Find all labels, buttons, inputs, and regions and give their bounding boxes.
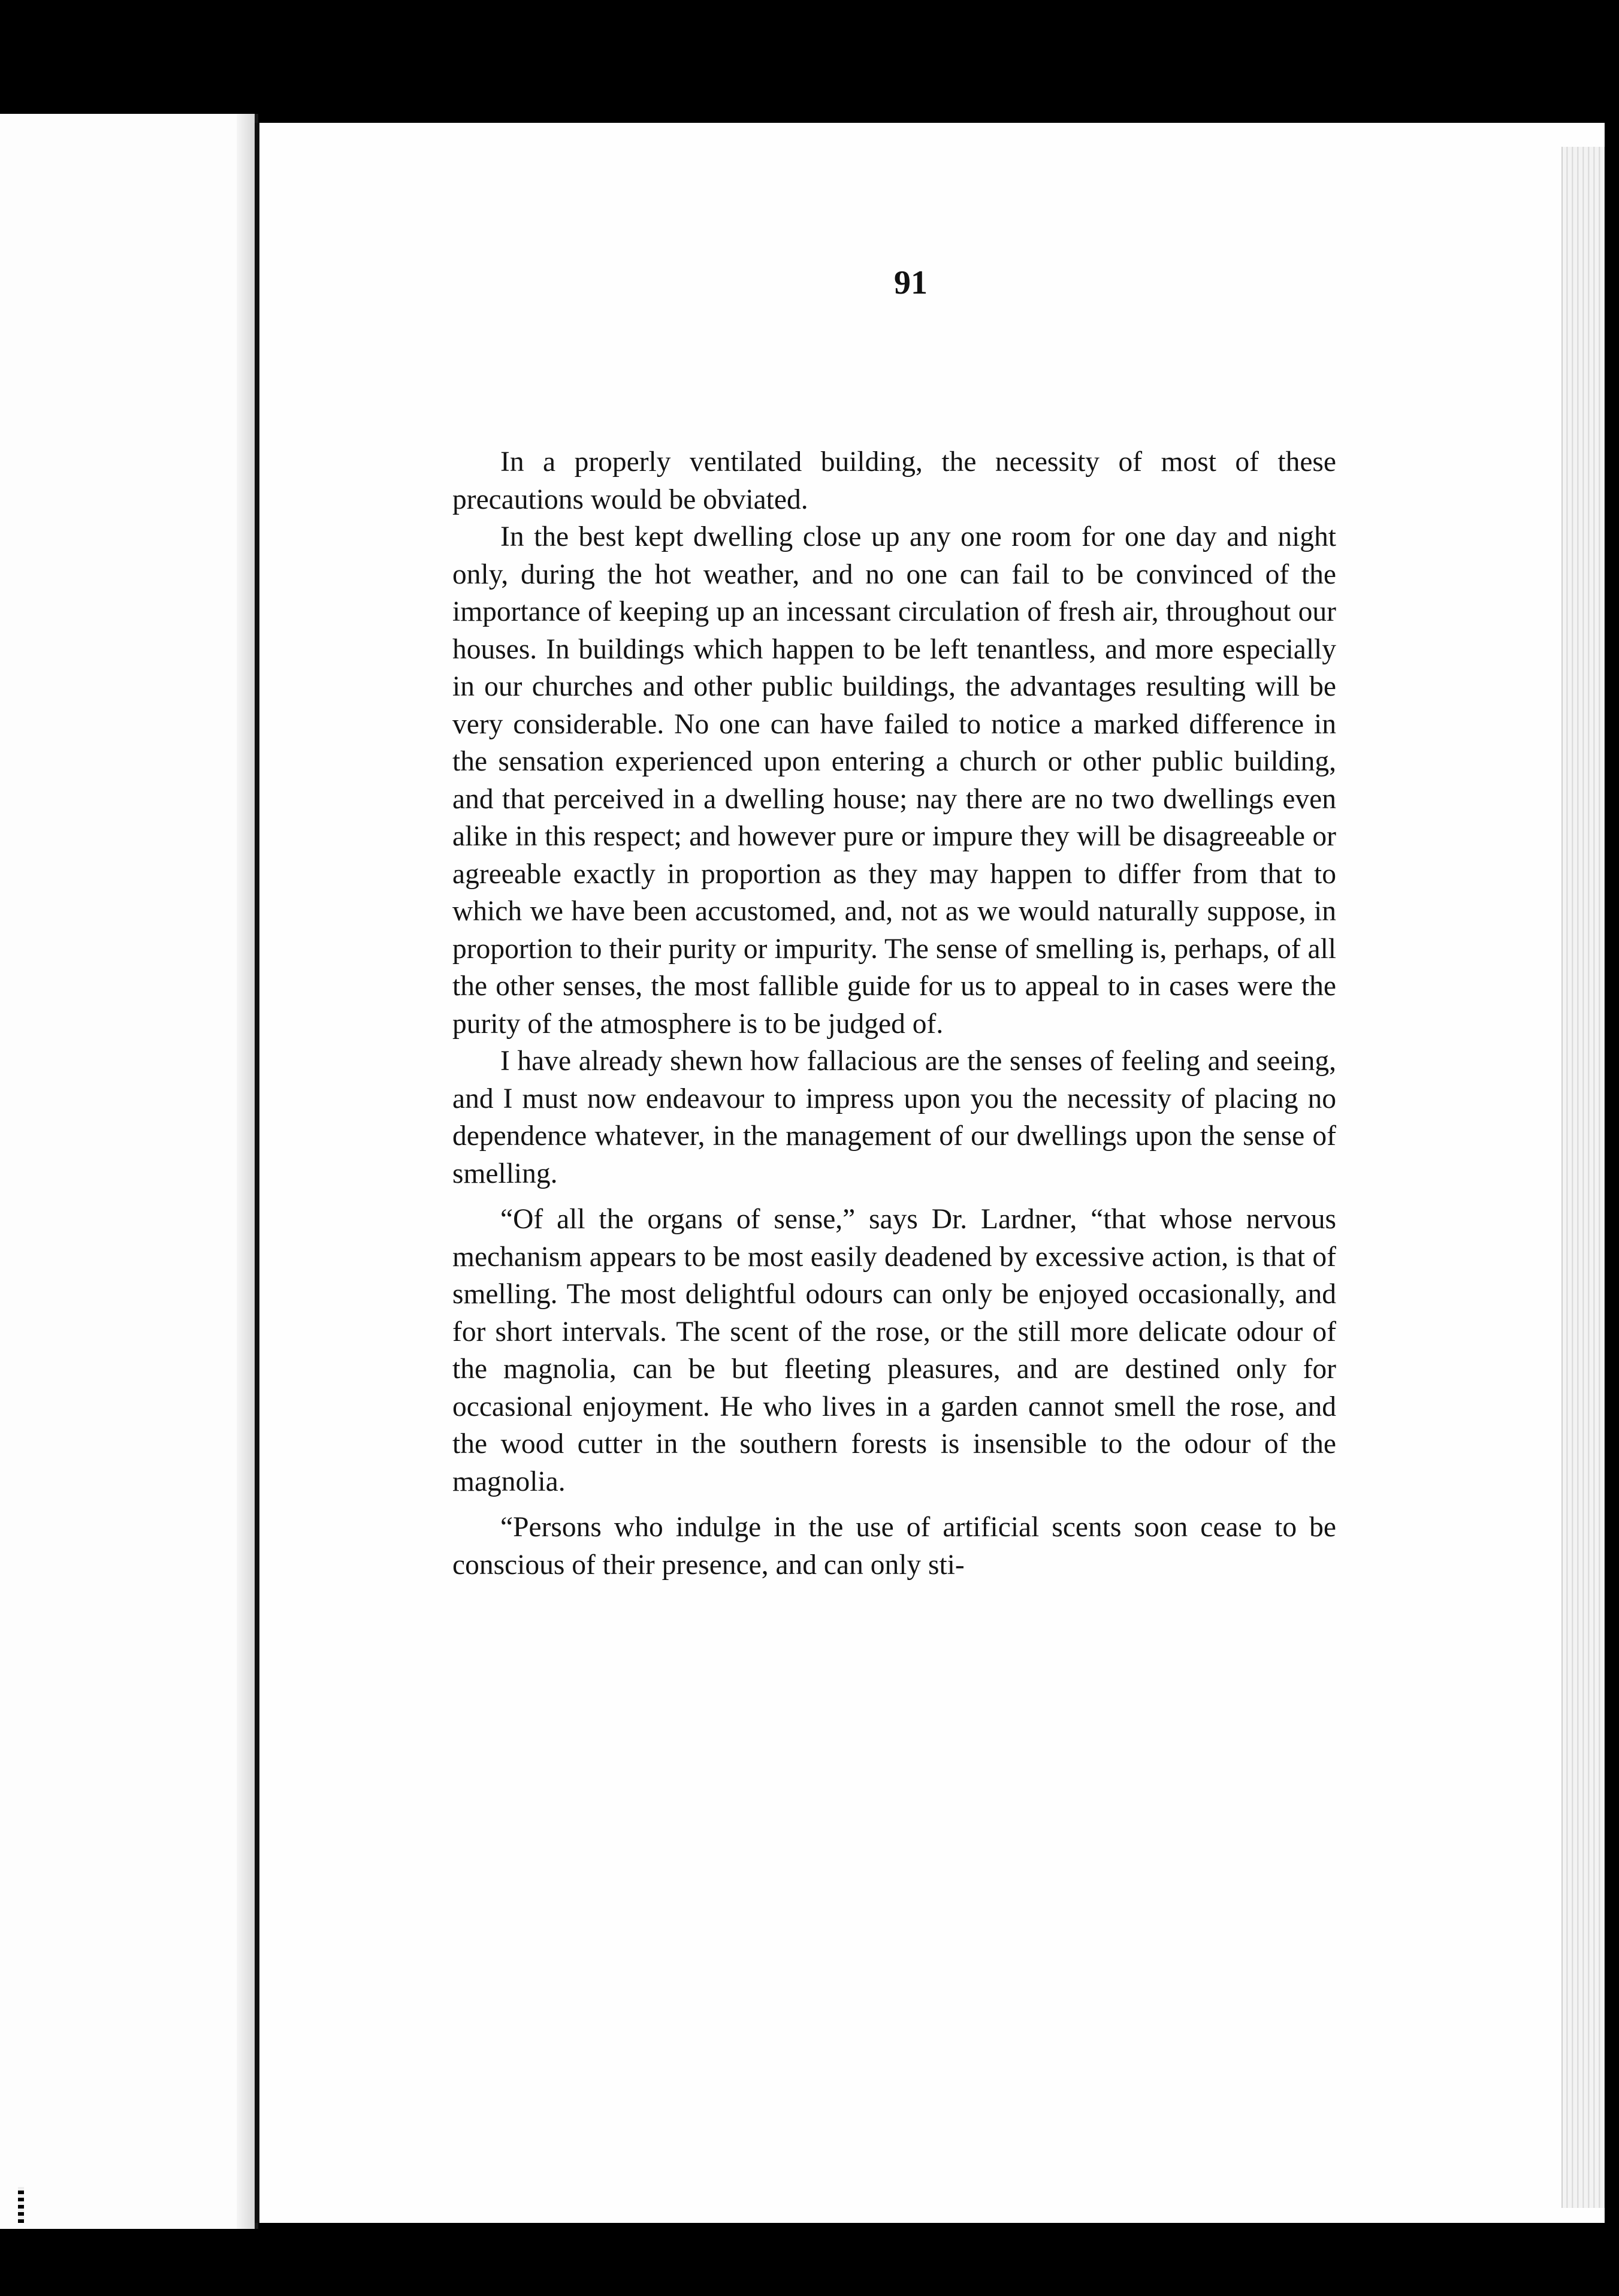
paragraph: I have already shewn how fallacious are the senses of feeling and seeing, and I must now endeavour to impress upon you the necessity of placing no dependence whatever, in the management of our dwellings upon the sense of smelling. — [452, 1046, 1336, 1189]
page-fold-shadow — [237, 114, 255, 2229]
page-number: 91 — [894, 264, 928, 301]
paragraph: “Of all the organs of sense,” says Dr. Lardner, “that whose nervous mechanism appears to be most easily deadened by excessive action, is that of smelling. The most delightful odours can only be enjoyed occasionally, and for short intervals. The scent of the rose, or the still more delicate odour of the magnolia, can be but fleeting pleasures, and are destined only for occasional enjoyment. He who lives in a garden cannot smell the rose, and the wood cutter in the southern forests is insensible to the odour of the magnolia. — [452, 1204, 1336, 1497]
body-text — [452, 443, 1336, 1584]
paragraph: In the best kept dwelling close up any one room for one day and night only, during the hot weather, and no one can fail to be convinced of the importance of keeping up an incessant circulation of fresh air, throughout our houses. In buildings which happen to be left tenantless, and more especially in our churches and other public buildings, the advantages resulting will be very considerable. No one can have failed to notice a marked difference in the sensation experienced upon entering a church or other public building, and that perceived in a dwelling house; nay there are no two dwellings even alike in this respect; and however pure or impure they will be disagreeable or agreeable exactly in proportion as they may happen to differ from that to which we have been accustomed, and, not as we would naturally suppose, in proportion to their purity or impurity. The sense of smelling is, perhaps, of all the other senses, the most fallible guide for us to appeal to in cases were the purity of the atmosphere is to be judged of. — [452, 521, 1336, 1040]
left-page-blank — [0, 114, 258, 2229]
scan-edge-artifact — [18, 2187, 24, 2223]
page-edges — [1561, 147, 1605, 2208]
paragraph: “Persons who indulge in the use of artificial scents soon cease to be conscious of their presence, and can only sti- — [452, 1512, 1336, 1581]
paragraph: In a properly ventilated building, the necessity of most of these precautions would be obviated. — [452, 446, 1336, 515]
